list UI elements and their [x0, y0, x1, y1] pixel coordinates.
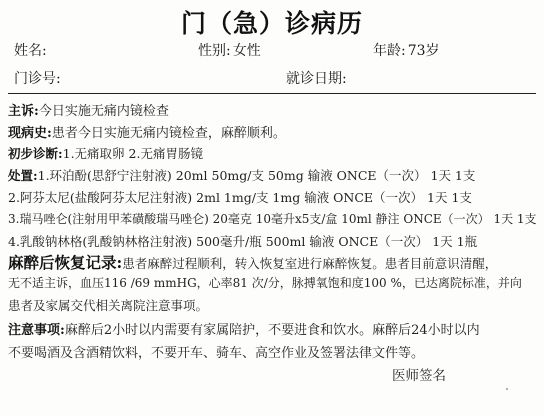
recovery-record	[8, 251, 538, 273]
recovery-line-3: 患者及家属交代相关离院注意事项。	[8, 298, 209, 313]
chief-complaint-label: 主诉:	[8, 104, 39, 119]
recovery-record-line	[8, 274, 538, 291]
age-label: 年龄:	[373, 43, 406, 59]
present-illness-text: 患者今日实施无痛内镜检查，麻醉顺利。	[51, 126, 286, 141]
notice-line-1: 麻醉后2小时以内需要有家属陪护，不要进食和饮水。麻醉后24小时以内	[64, 323, 480, 338]
gender-label: 性别:	[198, 43, 231, 59]
present-illness-label: 现病史:	[8, 126, 52, 141]
treatment-item	[8, 166, 538, 184]
notice-line	[8, 342, 538, 361]
preliminary-diagnosis	[8, 144, 538, 162]
gender-value: 女性	[232, 43, 261, 59]
notice-label: 注意事项:	[8, 323, 65, 338]
treatment-item-2: 2.阿芬太尼(盐酸阿芬太尼注射液) 2ml 1mg/支 1mg 输液 ONCE（一次） 1天 1支	[8, 190, 472, 205]
preliminary-diagnosis-text: 1.无痛取卵 2.无痛胃肠镜	[62, 146, 203, 161]
age-value: 73岁	[407, 43, 440, 59]
treatment-item-3: 3.瑞马唑仑(注射用甲苯磺酸瑞马唑仑) 20毫克 10毫升x5支/盒 10ml 静注 ONCE（一次） 1天 1支	[8, 212, 537, 226]
doctor-signature-label: 医师签名	[392, 368, 446, 384]
treatment-item	[8, 232, 538, 250]
clinic-number-field	[14, 68, 61, 88]
name-label: 姓名:	[14, 43, 47, 59]
chief-complaint-text: 今日实施无痛内镜检查	[38, 104, 169, 119]
gender-field	[198, 40, 261, 60]
recovery-line-2: 无不适主诉，血压116 /69 mmHG，心率81 次/分，脉搏氧饱和度100 %，已达离院标准，并向	[8, 276, 522, 290]
scan-speck	[506, 388, 508, 390]
treatment-item	[8, 188, 538, 206]
recovery-record-line	[8, 296, 538, 314]
treatment-item-1: 1.环泊酚(思舒宁注射液) 20ml 50mg/支 50mg 输液 ONCE（一次） 1天 1支	[37, 168, 476, 183]
chief-complaint	[8, 100, 538, 119]
notice-line-2: 不要喝酒及含酒精饮料，不要开车、骑车、高空作业及签署法律文件等。	[8, 346, 425, 361]
name-field	[14, 40, 47, 60]
treatment-item-4: 4.乳酸钠林格(乳酸钠林格注射液) 500毫升/瓶 500ml 输液 ONCE（一次） 1天 1瓶	[8, 234, 478, 249]
recovery-line-1: 患者麻醉过程顺利，转入恢复室进行麻醉恢复。患者目前意识清醒，	[122, 256, 498, 271]
recovery-label: 麻醉后恢复记录:	[8, 253, 123, 272]
preliminary-diagnosis-label: 初步诊断:	[8, 146, 63, 161]
visit-date-label: 就诊日期:	[286, 71, 347, 87]
present-illness	[8, 122, 538, 141]
record-title: 门（急）诊病历	[180, 9, 363, 38]
treatment-label: 处置:	[8, 168, 38, 183]
header-divider	[8, 93, 536, 94]
visit-date-field	[286, 68, 347, 88]
age-field	[373, 40, 440, 60]
treatment-item	[8, 210, 538, 227]
notice	[8, 319, 538, 338]
clinic-number-label: 门诊号:	[14, 71, 61, 87]
